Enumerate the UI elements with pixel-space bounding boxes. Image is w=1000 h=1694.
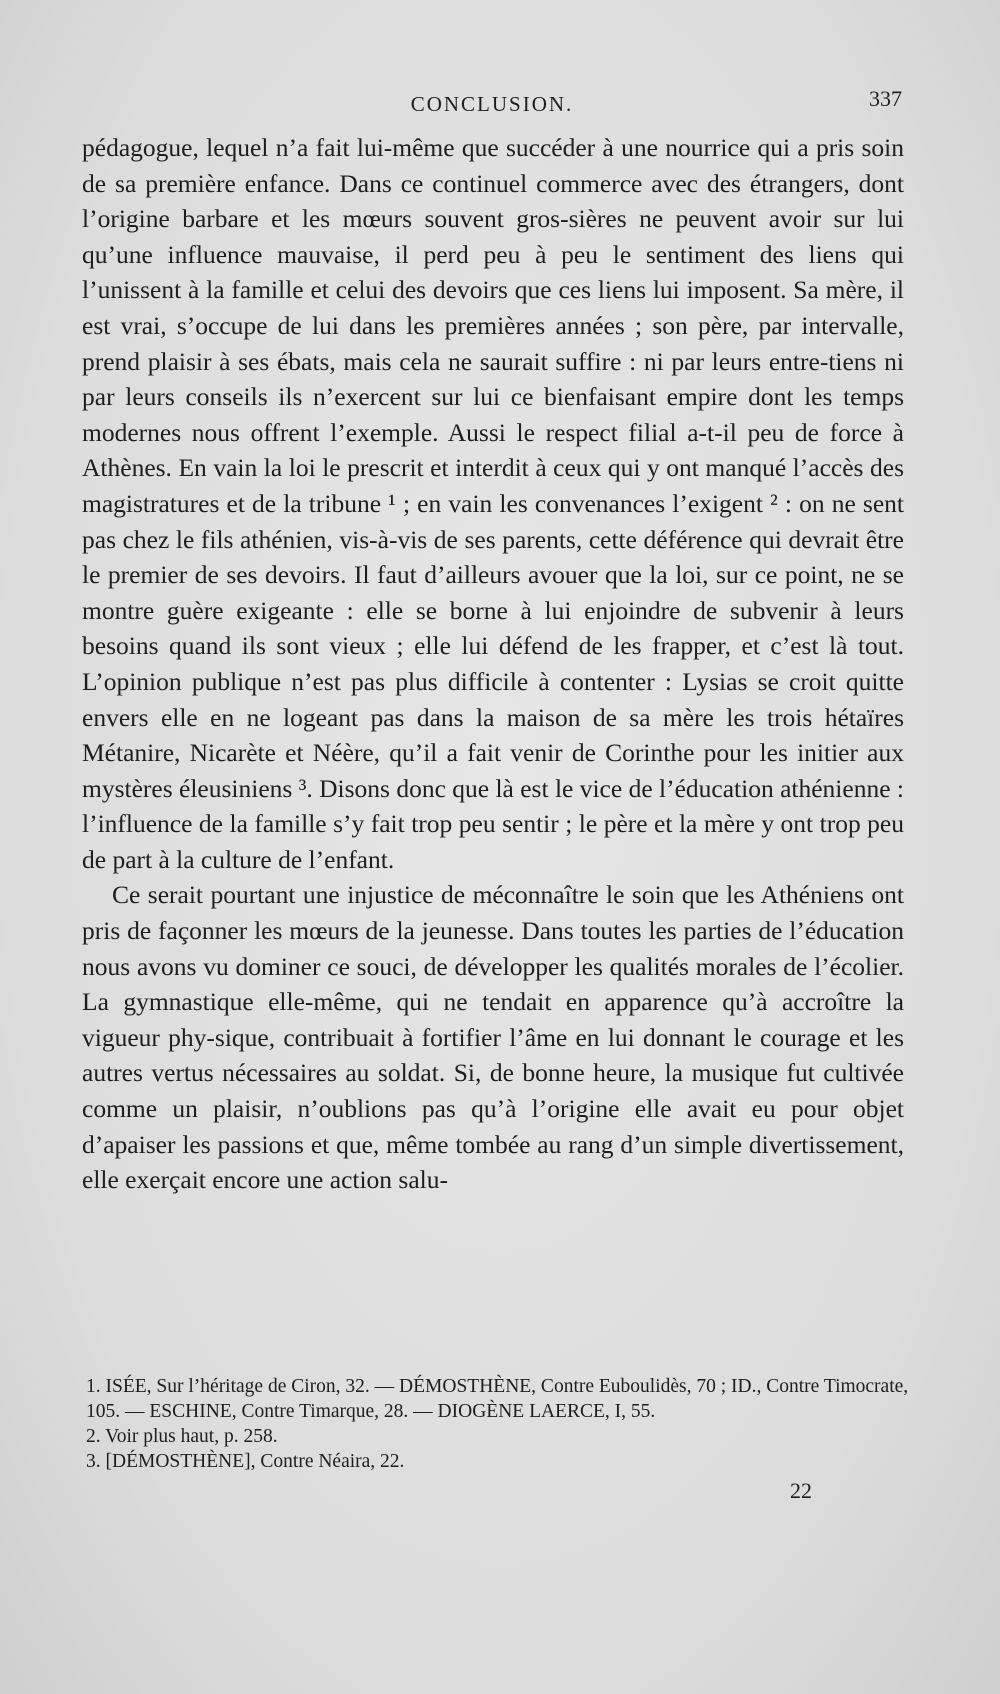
paragraph: pédagogue, lequel n’a fait lui-même que succéder à une nourrice qui a pris soin de sa première enfance. Dans ce continuel commerce avec des étrangers, dont l’origine barbare et les mœurs souvent gros-sières ne peuvent avoir sur lui qu’une influence mauvaise, il perd peu à peu le sentiment des liens qui l’unissent à la famille et celui des devoirs que ces liens lui imposent. Sa mère, il est vrai, s’occupe de lui dans les premières années ; son père, par intervalle, prend plaisir à ses ébats, mais cela ne saurait suffire : ni par leurs entre-tiens ni par leurs conseils ils n’exercent sur lui ce bienfaisant empire dont les temps modernes nous offrent l’exemple. Aussi le respect filial a-t-il peu de force à Athènes. En vain la loi le prescrit et interdit à ceux qui y ont manqué l’accès des magistratures et de la tribune ¹ ; en vain les convenances l’exigent ² : on ne sent pas chez le fils athénien, vis-à-vis de ses parents, cette déférence qui devrait être le premier de ses devoirs. Il faut d’ailleurs avouer que la loi, sur ce point, ne se montre guère exigeante : elle se borne à lui enjoindre de subvenir à leurs besoins quand ils sont vieux ; elle lui défend de les frapper, et c’est là tout. L’opinion publique n’est pas plus difficile à contenter : Lysias se croit quitte envers elle en ne logeant pas dans la maison de sa mère les trois hétaïres Métanire, Nicarète et Néère, qu’il a fait venir de Corinthe pour les initier aux mystères éleusiniens ³. Disons donc que là est le vice de l’éducation athénienne : l’influence de la famille s’y fait trop peu sentir ; le père et la mère y ont trop peu de part à la culture de l’enfant.	[82, 133, 904, 874]
body-text	[82, 130, 904, 1198]
signature-mark: 22	[790, 1478, 812, 1503]
footnotes	[86, 1374, 918, 1474]
running-title: CONCLUSION.	[410, 92, 574, 116]
footnote: 1. ISÉE, Sur l’héritage de Ciron, 32. — DÉMOSTHÈNE, Contre Euboulidès, 70 ; ID., Contre Timocrate, 105. — ESCHINE, Contre Timarque, 28. — DIOGÈNE LAERCE, I, 55.	[86, 1376, 909, 1422]
page-number: 337	[869, 86, 902, 111]
footnote: 2. Voir plus haut, p. 258.	[86, 1426, 278, 1447]
running-head	[82, 86, 902, 126]
paragraph: Ce serait pourtant une injustice de méconnaître le soin que les Athéniens ont pris de façonner les mœurs de la jeunesse. Dans toutes les parties de l’éducation nous avons vu dominer ce souci, de développer les qualités morales de l’écolier. La gymnastique elle-même, qui ne tendait en apparence qu’à accroître la vigueur phy-sique, contribuait à fortifier l’âme en lui donnant le courage et les autres vertus nécessaires au soldat. Si, de bonne heure, la musique fut cultivée comme un plaisir, n’oublions pas qu’à l’origine elle avait eu pour objet d’apaiser les passions et que, même tombée au rang d’un simple divertissement, elle exerçait encore une action salu-	[82, 880, 904, 1195]
footnote: 3. [DÉMOSTHÈNE], Contre Néaira, 22.	[86, 1451, 405, 1472]
